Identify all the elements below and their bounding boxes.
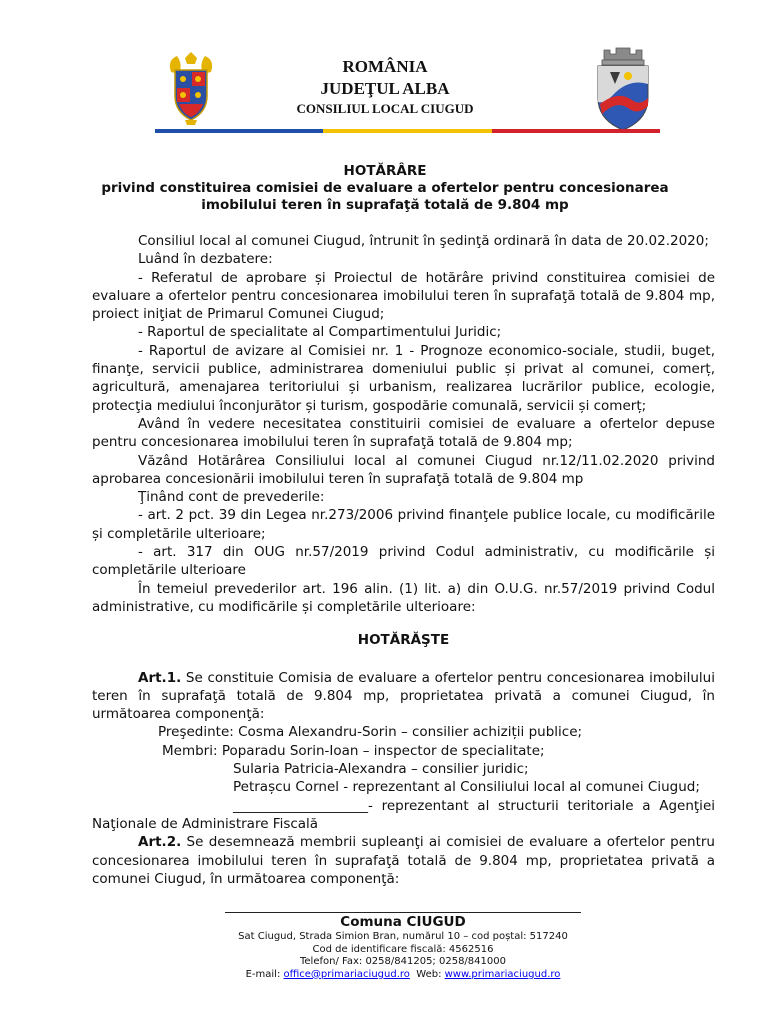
decides-heading: HOTĂRĂŞTE — [357, 632, 450, 649]
article-2-body: Se desemnează membrii supleanţi ai comisiei de evaluare a ofertelor pentru concesionarea imobilului teren în suprafaţă totală de 9.804 mp, proprietatea privată a comunei Ciugud, în următoarea componenţă: — [92, 834, 715, 887]
title-subject-line1: privind constituirea comisiei de evaluare a ofertelor pentru concesionarea — [101, 180, 669, 196]
committee-member-blank: ____________________- reprezentant al structurii teritoriale a Agenţiei Naţionale de Administrare Fiscală — [92, 797, 715, 832]
committee-member: Petrașcu Cornel - reprezentant al Consiliului local al comunei Ciugud; — [233, 779, 700, 796]
tricolor-divider — [155, 129, 660, 133]
article-1 — [92, 669, 715, 834]
committee-member: Membri: Poparadu Sorin-Ioan – inspector de specialitate; — [162, 742, 545, 759]
article-1-text — [92, 669, 715, 724]
article-1-body: Se constituie Comisia de evaluare a ofertelor pentru concesionarea imobilului teren în suprafaţă totală de 9.804 mp, proprietatea privată a comunei Ciugud, în următoarea componenţă: — [92, 669, 715, 723]
title-heading: HOTĂRÂRE — [343, 163, 427, 179]
romania-coat-of-arms-icon — [165, 50, 217, 126]
footer-web-link[interactable]: www.primariaciugud.ro — [444, 968, 561, 980]
footer-phone: Telefon/ Fax: 0258/841205; 0258/841000 — [300, 956, 506, 968]
preamble-paragraph: Văzând Hotărârea Consiliului local al comunei Ciugud nr.12/11.02.2020 privind aprobarea concesionării imobilului teren în suprafaţă totală de 9.804 mp — [92, 452, 715, 487]
article-2-label: Art.2. — [138, 834, 182, 851]
document-footer — [225, 900, 581, 981]
preamble-paragraph: - Referatul de aprobare și Proiectul de hotărâre privind constituirea comisiei de evaluare a ofertelor pentru concesionarea imobilului teren în suprafaţă totală de 9.804 mp, proiect iniţiat de Primarul Comunei Ciugud; — [92, 269, 715, 323]
committee-member: Sularia Patricia-Alexandra – consilier juridic; — [233, 761, 529, 778]
preamble-paragraph: - art. 317 din OUG nr.57/2019 privind Codul administrativ, cu modificările și completările ulterioare — [92, 544, 715, 579]
committee-president: Preşedinte: Cosma Alexandru-Sorin – consilier achiziții publice; — [158, 724, 583, 741]
article-2-text — [92, 833, 715, 888]
preamble-paragraph: Consiliul local al comunei Ciugud, întrunit în şedinţă ordinară în data de 20.02.2020; — [138, 233, 709, 249]
footer-email-link[interactable]: office@primariaciugud.ro — [283, 968, 410, 980]
document-body — [92, 232, 715, 888]
preamble-paragraph: - art. 2 pct. 39 din Legea nr.273/2006 privind finanţele publice locale, cu modificările și completările ulterioare; — [92, 507, 715, 542]
tricolor-blue — [155, 129, 323, 133]
footer-web-label: Web: — [409, 968, 445, 980]
footer-contact — [225, 969, 581, 982]
preamble-paragraph: - Raportul de avizare al Comisiei nr. 1 - Prognoze economico-sociale, studii, buget, finanţe, servicii publice, administrarea domeniului public și privat al comunei, comerț, agricultură, amenajarea teritoriului și urbanism, realizarea lucrărilor publice, ecologie, protecţia mediului înconjurător și turism, gospodărie comunală, servicii și comerț; — [92, 342, 715, 414]
preamble-paragraph: Ţinând cont de prevederile: — [138, 489, 325, 506]
tricolor-yellow — [323, 129, 491, 133]
article-1-label: Art.1. — [138, 669, 182, 686]
footer-address: Sat Ciugud, Strada Simion Bran, numărul 10 – cod poștal: 517240 — [238, 931, 568, 942]
header-county: JUDEŢUL ALBA — [320, 79, 450, 98]
preamble-paragraph: În temeiul prevederilor art. 196 alin. (1) lit. a) din O.U.G. nr.57/2019 privind Codul administrative, cu modificările și completările ulterioare: — [92, 580, 715, 615]
header-country: ROMÂNIA — [342, 57, 428, 76]
footer-fiscal-code: Cod de identificare fiscală: 4562516 — [312, 943, 494, 955]
document-header — [230, 56, 540, 118]
ciugud-coat-of-arms-icon — [592, 44, 654, 132]
preamble-paragraph: - Raportul de specialitate al Compartimentului Juridic; — [138, 324, 502, 341]
header-council: CONSILIUL LOCAL CIUGUD — [296, 101, 474, 116]
footer-rule — [225, 912, 581, 913]
title-subject-line2: imobilului teren în suprafaţă totală de 9.804 mp — [201, 197, 569, 213]
decision-title — [92, 163, 678, 214]
tricolor-red — [492, 129, 660, 133]
preamble-paragraph: Având în vedere necesitatea constituirii comisiei de evaluare a ofertelor depuse pentru concesionarea imobilului teren în suprafaţă totală de 9.804 mp; — [92, 415, 715, 451]
preamble-paragraph: Luând în dezbatere: — [138, 251, 273, 268]
footer-email-label: E-mail: — [245, 968, 284, 980]
article-2 — [92, 833, 715, 888]
footer-commune-name: Comuna CIUGUD — [340, 914, 466, 930]
